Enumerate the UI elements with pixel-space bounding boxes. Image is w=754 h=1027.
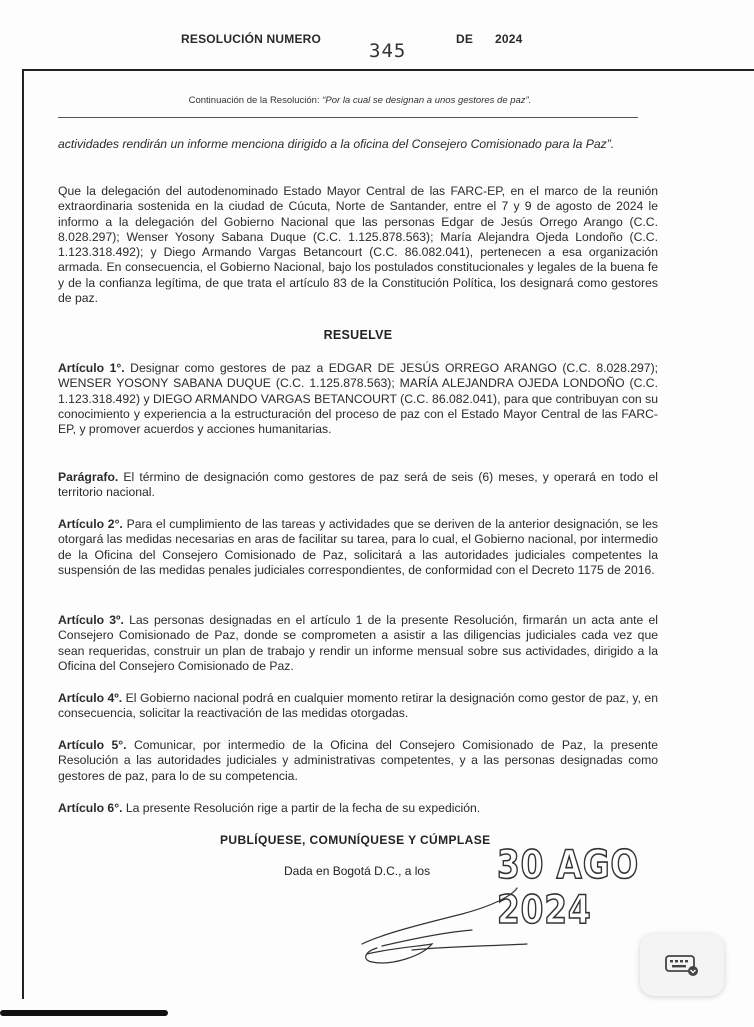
paragraph-continuation: actividades rendirán un informe menciona dirigido a la oficina del Consejero Comisionado para la Paz”.	[58, 137, 615, 151]
keyboard-button[interactable]	[640, 934, 724, 996]
resolution-label: RESOLUCIÓN NUMERO	[181, 32, 322, 46]
continuation-rule	[58, 117, 638, 118]
article-label: Parágrafo.	[58, 470, 119, 484]
dada-en-line: Dada en Bogotá D.C., a los	[284, 864, 431, 878]
article-4	[58, 691, 658, 722]
article-label: Artículo 5°.	[58, 738, 127, 752]
frame-top-border	[22, 69, 754, 71]
closing-formula: PUBLÍQUESE, COMUNÍQUESE Y CÚMPLASE	[220, 833, 491, 847]
article-text: La presente Resolución rige a partir de la fecha de su expedición.	[122, 801, 481, 815]
resolution-number: 345	[369, 40, 407, 62]
article-text: Las personas designadas en el artículo 1 de la presente Resolución, firmarán un acta ante el Consejero Comisionado de Paz, donde se comprometen a asistir a las diligencias judiciales cada vez que sean requeridas, construir un plan de trabajo y rendir un informe mensual sobre sus actividades, dirigido a la Oficina del Consejero Comisionado de Paz.	[58, 613, 658, 673]
article-6	[58, 801, 658, 816]
article-label: Artículo 1°.	[58, 361, 125, 375]
article-label: Artículo 6°.	[58, 801, 123, 815]
keyboard-icon	[665, 953, 699, 977]
article-text: El término de designación como gestores de paz será de seis (6) meses, y operará en todo el territorio nacional.	[58, 470, 658, 500]
continuation-title: “Por la cual se designan a unos gestores de paz”.	[322, 95, 532, 106]
continuation-prefix: Continuación de la Resolución:	[188, 95, 323, 106]
date-stamp: 30 AGO 2024	[497, 843, 640, 933]
article-text: Comunicar, por intermedio de la Oficina del Consejero Comisionado de Paz, la presente Resolución a las autoridades judiciales y administrativas competentes, y a las personas designadas como gestores de paz, para lo de su competencia.	[58, 738, 658, 783]
continuation-line	[0, 95, 720, 106]
article-text: Designar como gestores de paz a EDGAR DE JESÚS ORREGO ARANGO (C.C. 8.028.297); WENSER YOSONY SABANA DUQUE (C.C. 1.125.878.563); MARÍA ALEJANDRA OJEDA LONDOÑO (C.C. 1.123.318.492) y DIEGO ARMANDO VARGAS BETANCOURT (C.C. 86.082.041), para que contribuyan con su conocimiento y experiencia a la estructuración del proceso de paz con el Estado Mayor Central de las FARC-EP, y promover acuerdos y acciones humanitarias.	[58, 361, 659, 437]
article-text: Para el cumplimiento de las tareas y actividades que se deriven de la anterior designación, se les otorgará las medidas necesarias en aras de facilitar su tarea, para lo cual, el Gobierno nacional, por intermedio de la Oficina del Consejero Comisionado de Paz, solicitará a las autoridades judiciales competentes la suspensión de las medidas penales judiciales correspondientes, de conformidad con el Decreto 1175 de 2016.	[58, 517, 658, 577]
article-3	[58, 613, 658, 674]
paragrafo	[58, 470, 658, 501]
article-2	[58, 517, 658, 578]
de-label: DE	[456, 32, 474, 46]
signature	[352, 884, 532, 974]
article-5	[58, 738, 658, 784]
resolution-year: 2024	[495, 32, 523, 46]
frame-left-border	[22, 69, 24, 999]
article-label: Artículo 4º.	[58, 691, 123, 705]
article-text: El Gobierno nacional podrá en cualquier momento retirar la designación como gestor de paz, y, en consecuencia, solicitar la reactivación de las medidas otorgadas.	[58, 691, 658, 721]
resuelve-heading: RESUELVE	[323, 328, 393, 342]
article-label: Artículo 2°.	[58, 517, 123, 531]
article-label: Artículo 3º.	[58, 613, 124, 627]
home-indicator[interactable]	[0, 1010, 168, 1016]
paragraph-considerando: Que la delegación del autodenominado Estado Mayor Central de las FARC-EP, en el marco de la reunión extraordinaria sostenida en la ciudad de Cúcuta, Norte de Santander, entre el 7 y 9 de agosto de 2024 le informo a la delegación del Gobierno Nacional que las personas Edgar de Jesús Orrego Arango (C.C. 8.028.297); Wenser Yosony Sabana Duque (C.C. 1.125.878.563); María Alejandra Ojeda Londoño (C.C. 1.123.318.492); y Diego Armando Vargas Betancourt (C.C. 86.082.041), pertenecen a esa organización armada. En consecuencia, el Gobierno Nacional, bajo los postulados constitucionales y legales de la buena fe y de la confianza legítima, de que trata el artículo 83 de la Constitución Política, los designará como gestores de paz.	[58, 184, 658, 306]
article-1	[58, 361, 658, 437]
